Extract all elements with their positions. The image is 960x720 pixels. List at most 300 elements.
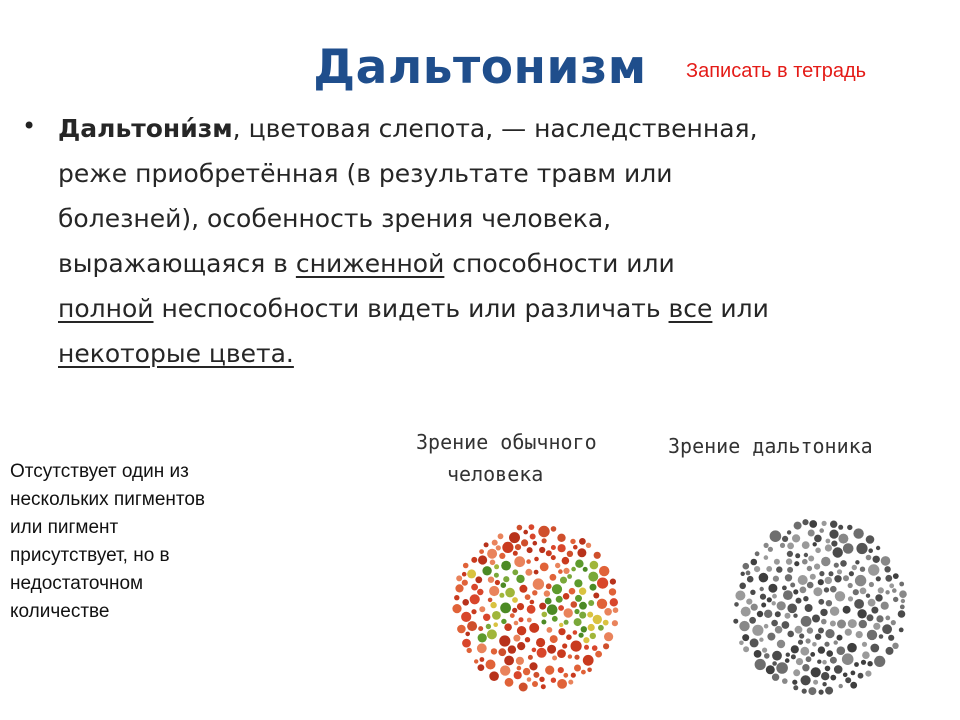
plate-dot [563, 568, 569, 574]
plate-dot [766, 665, 775, 674]
plate-dot [551, 526, 557, 532]
plate-dot [527, 677, 532, 682]
plate-dot [583, 637, 589, 643]
plate-dot [539, 547, 545, 553]
plate-dot [499, 553, 505, 559]
plate-dot [760, 587, 764, 591]
plate-dot [833, 547, 843, 557]
plate-dot [799, 633, 804, 638]
plate-dot [530, 534, 536, 540]
plate-dot [787, 530, 791, 534]
plate-dot [559, 623, 563, 627]
plate-dot [587, 612, 593, 618]
plate-dot [752, 625, 763, 636]
plate-dot [516, 575, 524, 583]
plate-dot [593, 615, 602, 624]
plate-dot [842, 653, 854, 665]
definition-text: неспособности видеть или различать [153, 294, 669, 323]
plate-dot [486, 660, 496, 670]
plate-dot [545, 598, 552, 605]
plate-dot [860, 567, 865, 572]
caption-normal-vision-2: человека [447, 462, 544, 486]
plate-dot [852, 565, 857, 570]
plate-dot [517, 603, 524, 610]
plate-dot [550, 635, 558, 643]
plate-dot [519, 585, 527, 593]
plate-dot [599, 566, 609, 576]
plate-dot [741, 572, 745, 576]
plate-dot [571, 641, 582, 652]
plate-dot [490, 602, 496, 608]
plate-dot [746, 599, 752, 605]
plate-dot [491, 648, 497, 654]
plate-dot [775, 611, 781, 617]
plate-dot [528, 655, 533, 660]
plate-dot [479, 606, 485, 612]
definition-term: Дальтони́зм [58, 114, 233, 143]
plate-dot [851, 671, 856, 676]
plate-dot [514, 556, 525, 567]
pigment-note-line: или пигмент [10, 517, 119, 538]
plate-dot [463, 563, 469, 569]
plate-dot [822, 660, 827, 665]
plate-dot [813, 542, 817, 546]
plate-dot [519, 617, 524, 622]
caption-colorblind-vision: Зрение дальтоника [668, 434, 873, 458]
plate-dot [475, 576, 482, 583]
plate-dot [550, 574, 557, 581]
plate-dot [575, 595, 582, 602]
plate-dot [544, 590, 550, 596]
plate-dot [835, 591, 845, 601]
plate-dot [603, 620, 609, 626]
plate-dot [901, 599, 905, 603]
plate-dot [613, 607, 619, 613]
plate-dot [759, 573, 769, 583]
plate-dot [733, 619, 738, 624]
plate-dot [764, 624, 769, 629]
plate-dot [457, 625, 466, 634]
plate-dot [822, 682, 826, 686]
plate-dot [837, 569, 842, 574]
plate-dot [843, 575, 849, 581]
plate-dot [498, 533, 504, 539]
plate-dot [867, 630, 877, 640]
plate-dot [455, 584, 463, 592]
definition-text: , цветовая слепота, — наследственная, [232, 114, 758, 143]
plate-dot [552, 584, 562, 594]
plate-dot [504, 656, 514, 666]
plate-dot [547, 627, 553, 633]
plate-dot [742, 634, 749, 641]
plate-dot [563, 673, 568, 678]
plate-dot [509, 532, 520, 543]
plate-dot [594, 552, 601, 559]
plate-dot [501, 619, 506, 624]
plate-dot [547, 604, 558, 615]
plate-dot [814, 564, 820, 570]
plate-dot [768, 547, 773, 552]
plate-dot [783, 590, 793, 600]
plate-dot [532, 648, 537, 653]
note-write-in-notebook: Записать в тетрадь [686, 60, 867, 82]
plate-dot [898, 610, 906, 618]
plate-dot [810, 574, 816, 580]
plate-dot [885, 590, 889, 594]
plate-dot [494, 573, 499, 578]
plate-dot [892, 588, 897, 593]
plate-dot [512, 608, 517, 613]
plate-dot [590, 633, 596, 639]
plate-dot [854, 599, 864, 609]
plate-dot [826, 600, 832, 606]
plate-dot [560, 577, 567, 584]
plate-dot [593, 593, 599, 599]
plate-dot [868, 564, 879, 575]
plate-dot [510, 613, 515, 618]
plate-dot [517, 525, 523, 531]
plate-dot [462, 599, 469, 606]
plate-dot [900, 605, 905, 610]
plate-dot [499, 635, 510, 646]
plate-dot [782, 536, 788, 542]
plate-dot [800, 587, 807, 594]
plate-dot [588, 600, 594, 606]
plate-dot [465, 632, 470, 637]
plate-dot [762, 648, 767, 653]
plate-dot [467, 648, 472, 653]
plate-dot [822, 521, 827, 526]
plate-dot [735, 591, 745, 601]
plate-dot [843, 606, 851, 614]
plate-dot [502, 542, 513, 553]
plate-dot [860, 588, 867, 595]
plate-dot [499, 593, 504, 598]
plate-dot [503, 576, 509, 582]
plate-dot [817, 660, 821, 664]
plate-dot [807, 566, 812, 571]
plate-dot [610, 579, 616, 585]
pigment-note [10, 458, 280, 626]
plate-dot [517, 666, 522, 671]
plate-dot [772, 674, 779, 681]
plate-dot [490, 560, 496, 566]
plate-dot [759, 638, 763, 642]
plate-dot [579, 633, 584, 638]
plate-dot [562, 643, 567, 648]
plate-dot [840, 560, 847, 567]
plate-dot [866, 594, 870, 598]
plate-dot [885, 616, 890, 621]
plate-dot [486, 624, 491, 629]
plate-dot [826, 539, 831, 544]
plate-dot [487, 629, 497, 639]
plate-dot [536, 638, 545, 647]
plate-dot [825, 666, 831, 672]
plate-dot [533, 541, 538, 546]
plate-dot [815, 548, 821, 554]
plate-dot [505, 588, 515, 598]
plate-dot [831, 541, 837, 547]
plate-dot [609, 588, 616, 595]
plate-dot [604, 608, 612, 616]
plate-dot [598, 625, 604, 631]
plate-dot [489, 586, 499, 596]
plate-dot [477, 589, 483, 595]
plate-dot [552, 616, 558, 622]
plate-dot [751, 604, 758, 611]
underlined-full: полной [58, 294, 154, 323]
plate-dot [884, 566, 890, 572]
plate-dot [891, 620, 896, 625]
plate-dot [810, 652, 815, 657]
plate-dot [574, 609, 579, 614]
plate-dot [802, 519, 808, 525]
plate-dot [500, 603, 511, 614]
plate-dot [892, 643, 898, 649]
plate-dot [881, 556, 891, 566]
plate-dot [547, 645, 556, 654]
plate-dot [761, 603, 766, 608]
plate-dot [812, 615, 820, 623]
plate-dot [751, 559, 758, 566]
definition-line-1 [58, 106, 948, 151]
plate-dot [760, 594, 766, 600]
plate-dot [474, 659, 478, 663]
plate-dot [830, 621, 836, 627]
plate-dot [839, 684, 843, 688]
plate-dot [741, 607, 751, 617]
plate-dot [739, 621, 749, 631]
plate-dot [785, 658, 790, 663]
plate-dot [858, 673, 864, 679]
plate-dot [532, 681, 538, 687]
plate-dot [825, 544, 832, 551]
plate-dot [796, 658, 803, 665]
plate-dot [899, 582, 904, 587]
plate-dot [488, 598, 493, 603]
plate-dot [558, 605, 564, 611]
ishihara-plate-colorblind [728, 516, 910, 698]
plate-dot [564, 608, 573, 617]
plate-dot [830, 675, 836, 681]
plate-dot [780, 543, 785, 548]
pigment-note-line: Отсутствует один из [10, 461, 189, 482]
plate-dot [534, 557, 539, 562]
plate-dot [525, 569, 532, 576]
plate-dot [888, 635, 894, 641]
plate-dot [501, 582, 507, 588]
plate-dot [879, 634, 884, 639]
plate-dot [571, 673, 576, 678]
plate-dot [504, 623, 512, 631]
plate-dot [755, 659, 766, 670]
plate-dot [527, 547, 533, 553]
plate-dot [508, 645, 516, 653]
plate-dot [551, 555, 556, 560]
plate-dot [539, 677, 544, 682]
plate-dot [801, 675, 811, 685]
plate-dot [558, 569, 563, 574]
plate-dot [584, 645, 589, 650]
plate-dot [542, 538, 547, 543]
plate-dot [845, 629, 852, 636]
plate-dot [534, 570, 539, 575]
plate-dot [568, 654, 572, 658]
plate-dot [875, 594, 882, 601]
plate-dot [551, 678, 556, 683]
plate-dot [483, 614, 490, 621]
plate-dot [581, 626, 587, 632]
plate-dot [612, 620, 618, 626]
plate-dot [829, 571, 834, 576]
plate-dot [813, 680, 818, 685]
plate-dot [462, 639, 471, 648]
plate-dot [876, 546, 880, 550]
plate-dot [454, 595, 459, 600]
plate-dot [558, 667, 564, 673]
plate-dot [830, 657, 837, 664]
plate-dot [750, 638, 759, 647]
plate-dot [847, 643, 857, 653]
plate-dot [793, 589, 798, 594]
plate-dot [876, 576, 881, 581]
plate-dot [462, 580, 468, 586]
plate-dot [787, 567, 793, 573]
plate-dot [834, 575, 841, 582]
plate-dot [750, 590, 755, 595]
plate-dot [579, 612, 586, 619]
plate-dot [768, 584, 777, 593]
plate-dot [787, 543, 794, 550]
plate-dot [566, 634, 572, 640]
pigment-note-line: присутствует, но в [10, 545, 170, 566]
plate-dot [498, 648, 506, 656]
plate-dot [825, 687, 833, 695]
plate-dot [539, 603, 546, 610]
definition-text: или [712, 294, 769, 323]
plate-dot [467, 569, 476, 578]
plate-dot [556, 596, 563, 603]
plate-dot [889, 583, 894, 588]
plate-dot [538, 526, 549, 537]
plate-dot [588, 572, 598, 582]
pigment-note-line: нескольких пигментов [10, 489, 206, 510]
plate-dot [526, 559, 531, 564]
plate-dot [786, 558, 792, 564]
plate-dot [764, 653, 770, 659]
plate-dot [794, 561, 799, 566]
plate-dot [873, 556, 880, 563]
plate-dot [776, 566, 782, 572]
plate-dot [866, 555, 872, 561]
plate-dot [785, 574, 792, 581]
plate-dot [848, 619, 857, 628]
plate-dot [859, 620, 867, 628]
plate-dot [478, 664, 485, 671]
plate-dot [853, 528, 863, 538]
plate-dot [583, 567, 588, 572]
caption-normal-vision: Зрение обычного [416, 430, 597, 454]
plate-dot [837, 646, 846, 655]
definition-paragraph [58, 106, 948, 376]
plate-dot [574, 618, 582, 626]
plate-dot [825, 629, 834, 638]
plate-dot [530, 600, 535, 605]
plate-dot [818, 646, 825, 653]
plate-dot [871, 607, 878, 614]
plate-dot [829, 530, 838, 539]
plate-dot [755, 551, 760, 556]
plate-dot [590, 561, 599, 570]
plate-dot [824, 642, 829, 647]
plate-dot [793, 614, 797, 618]
plate-dot [529, 662, 537, 670]
plate-dot [603, 643, 609, 649]
plate-dot [557, 649, 566, 658]
plate-dot [562, 557, 570, 565]
plate-dot [546, 550, 552, 556]
plate-dot [757, 611, 763, 617]
plate-dot [874, 656, 885, 667]
plate-dot [764, 555, 769, 560]
plate-dot [798, 575, 808, 585]
plate-dot [771, 620, 778, 627]
plate-dot [882, 624, 892, 634]
plate-dot [807, 582, 814, 589]
plate-dot [588, 624, 595, 631]
plate-dot [540, 563, 549, 572]
plate-dot [881, 602, 889, 610]
plate-dot [521, 539, 528, 546]
plate-dot [812, 642, 817, 647]
plate-dot [512, 569, 518, 575]
plate-dot [834, 665, 843, 674]
plate-dot [557, 534, 565, 542]
plate-dot [795, 553, 800, 558]
plate-dot [595, 651, 602, 658]
plate-dot [838, 534, 848, 544]
plate-dot [574, 655, 579, 660]
plate-dot [796, 598, 802, 604]
plate-dot [862, 642, 867, 647]
plate-dot [814, 535, 822, 543]
plate-dot [739, 583, 746, 590]
plate-dot [793, 669, 800, 676]
plate-dot [848, 583, 853, 588]
plate-dot [857, 609, 866, 618]
plate-dot [855, 575, 866, 586]
plate-dot [862, 651, 870, 659]
plate-dot [899, 590, 907, 598]
plate-dot [786, 653, 790, 657]
plate-dot [815, 634, 821, 640]
plate-dot [527, 618, 532, 623]
plate-dot [776, 662, 788, 674]
plate-dot [770, 530, 782, 542]
plate-dot [821, 672, 829, 680]
plate-dot [806, 638, 811, 643]
underlined-some-colors: некоторые цвета. [58, 339, 294, 368]
plate-dot [850, 682, 857, 689]
plate-dot [558, 628, 565, 635]
plate-dot [791, 645, 799, 653]
plate-dot [773, 576, 779, 582]
plate-dot [795, 626, 803, 634]
plate-dot [575, 560, 583, 568]
plate-dot [818, 628, 824, 634]
plate-dot [878, 587, 884, 593]
